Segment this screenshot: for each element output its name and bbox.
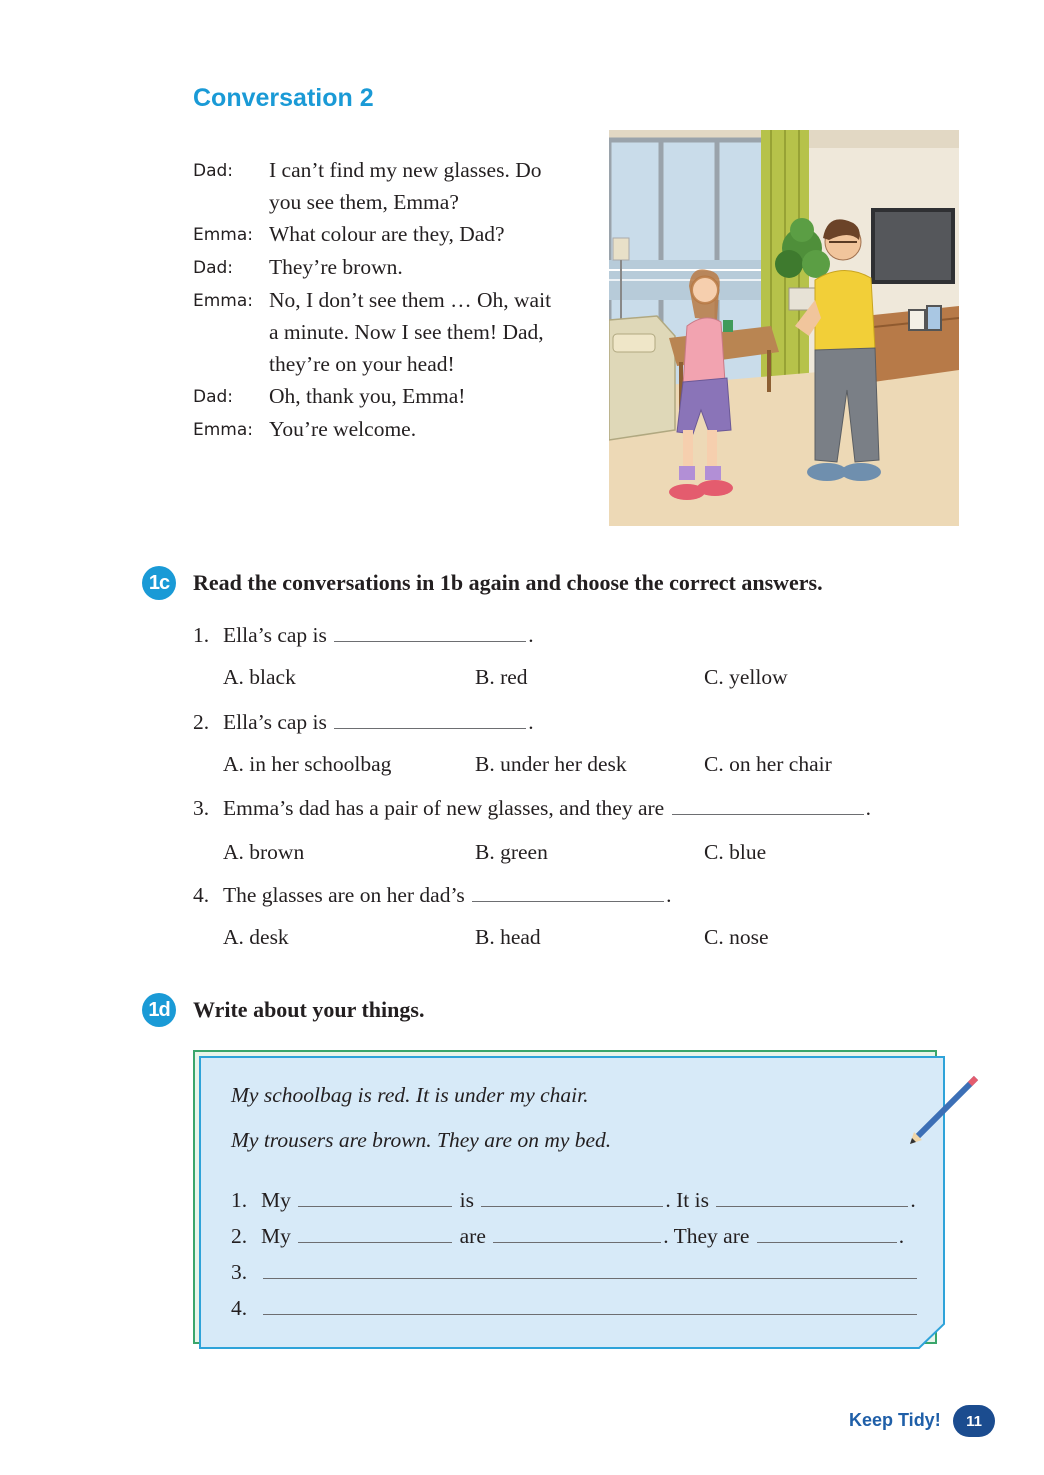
line-number: 1. (231, 1188, 248, 1212)
line-word: are (459, 1224, 486, 1248)
speech-text: They’re brown. (269, 255, 403, 279)
speaker-label: Emma: (193, 291, 254, 311)
dialogue-line (193, 284, 583, 380)
line-word: My (261, 1224, 291, 1248)
speaker-label: Dad: (193, 161, 234, 181)
dialogue-line (193, 251, 583, 284)
question-1 (193, 623, 534, 648)
question-text: Emma’s dad has a pair of new glasses, and they are (223, 796, 665, 820)
question-number: 2. (193, 710, 210, 734)
option-b[interactable]: B. under her desk (475, 752, 627, 776)
activity-1d-badge: 1d (142, 993, 176, 1027)
question-end: . (865, 796, 871, 820)
answer-blank[interactable] (716, 1190, 908, 1207)
unit-title: Keep Tidy! (849, 1410, 941, 1430)
option-c[interactable]: C. nose (704, 925, 769, 949)
pencil-icon (906, 1074, 982, 1146)
answer-blank[interactable] (481, 1190, 663, 1207)
question-end: . (666, 883, 672, 907)
example-sentence: My trousers are brown. They are on my bed. (231, 1128, 612, 1152)
speaker-label: Emma: (193, 420, 254, 440)
answer-blank[interactable] (263, 1262, 917, 1279)
line-end: . (898, 1224, 905, 1248)
question-2 (193, 710, 534, 735)
option-c[interactable]: C. on her chair (704, 752, 832, 776)
speech-text: What colour are they, Dad? (269, 222, 505, 246)
speech-text: Oh, thank you, Emma! (269, 384, 466, 408)
answer-blank[interactable] (757, 1226, 897, 1243)
line-end: . (910, 1188, 916, 1212)
question-3 (193, 796, 871, 821)
option-c[interactable]: C. blue (704, 840, 767, 864)
speaker-label: Dad: (193, 387, 234, 407)
question-number: 3. (193, 796, 210, 820)
line-word: My (261, 1188, 291, 1212)
dialogue-line (193, 380, 583, 413)
speech-text: No, I don’t see them … Oh, wait a minute. Now I see them! Dad, they’re on your head! (269, 288, 552, 376)
speech-text: I can’t find my new glasses. Do you see them, Emma? (269, 158, 542, 214)
writing-line-2 (231, 1224, 904, 1249)
question-number: 4. (193, 883, 210, 907)
line-number: 3. (231, 1260, 248, 1284)
activity-1c-badge: 1c (142, 566, 176, 600)
option-a[interactable]: A. black (223, 665, 296, 689)
living-room-scene (609, 130, 959, 526)
living-room-illustration (609, 130, 959, 526)
line-word: is (459, 1188, 474, 1212)
conversation-title: Conversation 2 (193, 84, 374, 112)
activity-1d-instruction: Write about your things. (193, 997, 425, 1022)
answer-blank[interactable] (472, 885, 664, 902)
option-a[interactable]: A. brown (223, 840, 305, 864)
answer-blank[interactable] (298, 1226, 452, 1243)
writing-line-3 (231, 1260, 919, 1285)
answer-blank[interactable] (493, 1226, 661, 1243)
example-sentence: My schoolbag is red. It is under my chair. (231, 1083, 589, 1107)
option-c[interactable]: C. yellow (704, 665, 788, 689)
line-word: . They are (663, 1224, 750, 1248)
speaker-label: Emma: (193, 225, 254, 245)
question-4 (193, 883, 672, 908)
option-a[interactable]: A. in her schoolbag (223, 752, 392, 776)
answer-blank[interactable] (672, 798, 864, 815)
question-text: Ella’s cap is (223, 710, 327, 734)
question-end: . (528, 623, 534, 647)
dialogue (193, 154, 583, 446)
option-b[interactable]: B. red (475, 665, 528, 689)
answer-blank[interactable] (334, 712, 526, 729)
answer-blank[interactable] (298, 1190, 452, 1207)
dialogue-line (193, 218, 583, 251)
question-text: The glasses are on her dad’s (223, 883, 465, 907)
line-number: 4. (231, 1296, 248, 1320)
dialogue-line (193, 154, 583, 218)
writing-line-4 (231, 1296, 919, 1321)
page-number: 11 (953, 1405, 995, 1437)
activity-1c-instruction: Read the conversations in 1b again and choose the correct answers. (193, 570, 823, 595)
answer-blank[interactable] (263, 1298, 917, 1315)
option-a[interactable]: A. desk (223, 925, 289, 949)
question-end: . (528, 710, 534, 734)
line-number: 2. (231, 1224, 248, 1248)
speaker-label: Dad: (193, 258, 234, 278)
question-number: 1. (193, 623, 210, 647)
question-text: Ella’s cap is (223, 623, 327, 647)
dialogue-line (193, 413, 583, 446)
answer-blank[interactable] (334, 625, 526, 642)
option-b[interactable]: B. head (475, 925, 541, 949)
writing-line-1 (231, 1188, 916, 1213)
speech-text: You’re welcome. (269, 417, 417, 441)
line-word: . It is (665, 1188, 709, 1212)
option-b[interactable]: B. green (475, 840, 548, 864)
